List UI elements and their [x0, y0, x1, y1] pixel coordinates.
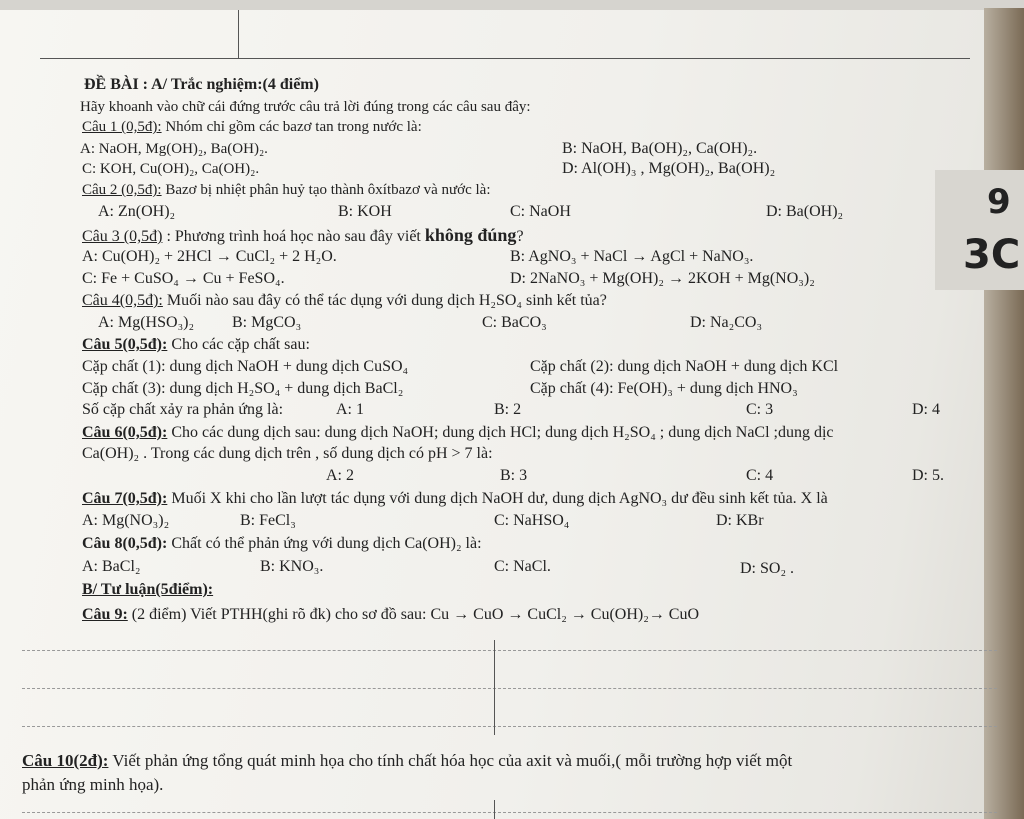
q5-pair-4: Cặp chất (4): Fe(OH)₃ + dung dịch HNO₃: [530, 380, 798, 397]
q1-option-a[interactable]: A: NaOH, Mg(OH)₂, Ba(OH)₂.: [80, 141, 268, 157]
q5-pair-3: Cặp chất (3): dung dịch H₂SO₄ + dung dịch BaCl₂: [82, 380, 404, 397]
answer-divider: [494, 640, 495, 735]
q3-option-c[interactable]: C: Fe + CuSO₄ → Cu + FeSO₄.: [82, 270, 285, 287]
q5-pair-2: Cặp chất (2): dung dịch NaOH + dung dịch KCl: [530, 358, 839, 375]
q6-option-c[interactable]: C: 4: [746, 467, 774, 484]
question-3: Câu 3 (0,5đ) : Phương trình hoá học nào sau đây viết không đúng?: [82, 225, 524, 245]
q3-option-b[interactable]: B: AgNO₃ + NaCl → AgCl + NaNO₃.: [510, 248, 754, 265]
top-margin-strip: [0, 0, 1024, 10]
q2-option-a[interactable]: A: Zn(OH)₂: [98, 203, 176, 220]
q4-option-d[interactable]: D: Na₂CO₃: [690, 314, 763, 331]
q8-option-d[interactable]: D: SO₂ .: [740, 560, 795, 577]
answer-line-3[interactable]: [22, 726, 997, 727]
instruction: Hãy khoanh vào chữ cái đứng trước câu trả lời đúng trong các câu sau đây:: [80, 99, 531, 115]
q4-option-c[interactable]: C: BaCO₃: [482, 314, 547, 331]
q8-option-a[interactable]: A: BaCl₂: [82, 558, 141, 575]
question-7: Câu 7(0,5đ): Muối X khi cho lần lượt tác dụng với dung dịch NaOH dư, dung dịch AgNO₃ dư đều sinh kết tủa. X là: [82, 490, 828, 507]
q4-option-b[interactable]: B: MgCO₃: [232, 314, 302, 331]
question-8: Câu 8(0,5đ): Chất có thể phản ứng với dung dịch Ca(OH)₂ là:: [82, 535, 482, 552]
q5-option-b[interactable]: B: 2: [494, 401, 522, 418]
question-4: Câu 4(0,5đ): Muối nào sau đây có thể tác dụng với dung dịch H₂SO₄ sinh kết tủa?: [82, 292, 607, 309]
q5-option-c[interactable]: C: 3: [746, 401, 774, 418]
q7-option-d[interactable]: D: KBr: [716, 512, 764, 529]
q5-pair-1: Cặp chất (1): dung dịch NaOH + dung dịch CuSO₄: [82, 358, 409, 375]
question-1: Câu 1 (0,5đ): Nhóm chỉ gồm các bazơ tan trong nước là:: [82, 119, 422, 135]
q2-option-b[interactable]: B: KOH: [338, 203, 392, 220]
q5-option-a[interactable]: A: 1: [336, 401, 364, 418]
answer-line-4[interactable]: [22, 812, 997, 813]
q6-option-a[interactable]: A: 2: [326, 467, 354, 484]
q10-line-2: phản ứng minh họa).: [22, 775, 164, 794]
answer-line-1[interactable]: [22, 650, 997, 651]
question-6: Câu 6(0,5đ): Cho các dung dịch sau: dung dịch NaOH; dung dịch HCl; dung dịch H₂SO₄ ; dung dịch NaCl ;dung dịc: [82, 424, 834, 441]
question-5: Câu 5(0,5đ): Cho các cặp chất sau:: [82, 336, 310, 353]
question-10: Câu 10(2đ): Viết phản ứng tổng quát minh họa cho tính chất hóa học của axit và muối,( mỗi trường hợp viết một: [22, 751, 793, 770]
q6-line-2: Ca(OH)₂ . Trong các dung dịch trên , số dung dịch có pH > 7 là:: [82, 445, 493, 462]
part-b-title: B/ Tư luận(5điểm):: [82, 581, 214, 598]
scrap-glyph-2: 3C: [963, 232, 1021, 278]
answer-divider-2: [494, 800, 495, 819]
question-9: Câu 9: (2 điểm) Viết PTHH(ghi rõ đk) cho sơ đồ sau: Cu → CuO → CuCl₂ → Cu(OH)₂→ CuO: [82, 606, 700, 623]
q3-option-a[interactable]: A: Cu(OH)₂ + 2HCl → CuCl₂ + 2 H₂O.: [82, 248, 337, 265]
header-divider: [238, 10, 239, 58]
q1-option-d[interactable]: D: Al(OH)₃ , Mg(OH)₂, Ba(OH)₂: [562, 160, 776, 177]
adjacent-page-scrap: [935, 170, 1024, 290]
q6-option-b[interactable]: B: 3: [500, 467, 528, 484]
background-edge: [984, 8, 1024, 819]
q7-option-b[interactable]: B: FeCl₃: [240, 512, 296, 529]
q1-option-c[interactable]: C: KOH, Cu(OH)₂, Ca(OH)₂.: [82, 161, 260, 177]
exam-title: ĐỀ BÀI : A/ Trắc nghiệm:(4 điểm): [84, 76, 319, 93]
q4-option-a[interactable]: A: Mg(HSO₃)₂: [98, 314, 195, 331]
q8-option-c[interactable]: C: NaCl.: [494, 558, 551, 575]
question-2: Câu 2 (0,5đ): Bazơ bị nhiệt phân huỷ tạo thành ôxítbazơ và nước là:: [82, 182, 491, 198]
q5-option-d[interactable]: D: 4: [912, 401, 940, 418]
q3-option-d[interactable]: D: 2NaNO₃ + Mg(OH)₂ → 2KOH + Mg(NO₃)₂: [510, 270, 815, 287]
q7-option-c[interactable]: C: NaHSO₄: [494, 512, 570, 529]
q7-option-a[interactable]: A: Mg(NO₃)₂: [82, 512, 170, 529]
q8-option-b[interactable]: B: KNO₃.: [260, 558, 324, 575]
q5-stem: Số cặp chất xảy ra phản ứng là:: [82, 401, 284, 418]
q6-option-d[interactable]: D: 5.: [912, 467, 944, 484]
header-rule: [40, 58, 970, 59]
q1-option-b[interactable]: B: NaOH, Ba(OH)₂, Ca(OH)₂.: [562, 140, 758, 157]
scrap-glyph-1: 9: [987, 182, 1011, 222]
q2-option-c[interactable]: C: NaOH: [510, 203, 571, 220]
answer-line-2[interactable]: [22, 688, 997, 689]
q2-option-d[interactable]: D: Ba(OH)₂: [766, 203, 844, 220]
